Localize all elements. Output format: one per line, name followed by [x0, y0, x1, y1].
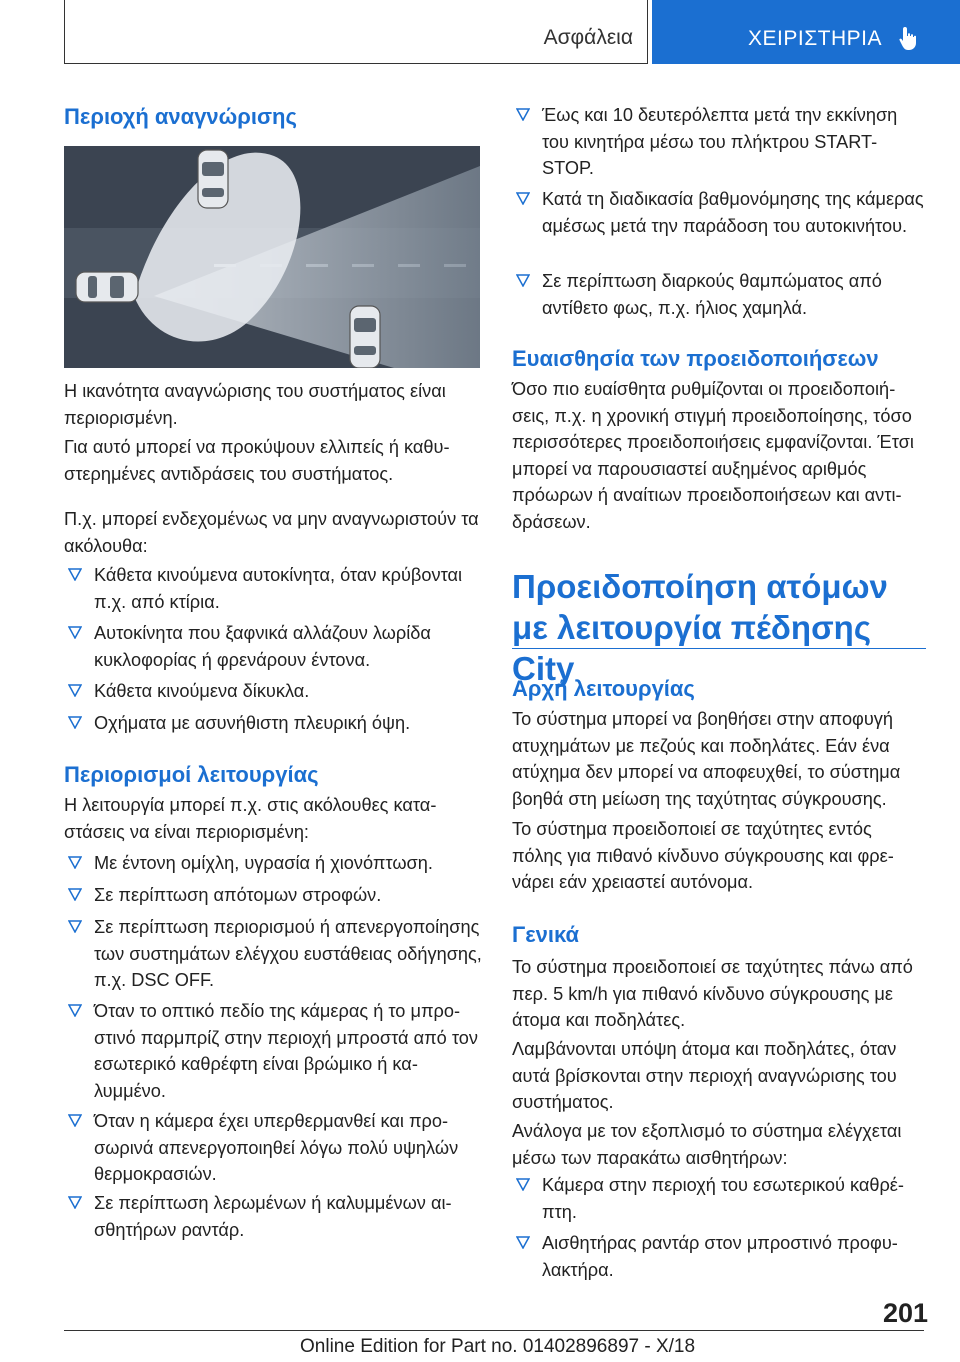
paragraph: Για αυτό μπορεί να προκύψουν ελλιπείς ή καθυστερημένες αντιδράσεις του συστήματος.	[64, 437, 450, 484]
paragraph: Η λειτουργία μπορεί π.χ. στις ακόλουθες καταστάσεις να είναι περιορισμένη:	[64, 795, 437, 842]
triangle-bullet-icon	[68, 1114, 82, 1127]
list-item: Σε περίπτωση λερωμένων ή καλυμμένων αισθητήρων ραντάρ.	[64, 1190, 482, 1243]
triangle-bullet-icon	[68, 568, 82, 581]
heading-underline	[512, 648, 926, 649]
triangle-bullet-icon	[68, 920, 82, 933]
list-item: Σε περίπτωση απότομων στροφών.	[64, 882, 482, 909]
header-section-title: Ασφάλεια	[543, 26, 633, 49]
footer-divider	[64, 1330, 924, 1331]
paragraph: Το σύστημα μπορεί να βοηθήσει στην αποφυγή ατυχημάτων με πεζούς και ποδηλάτες. Εάν ένα ατύχημα δεν μπορεί να αποφευχθεί, το σύστημα βοηθά στη μείωση της ταχύτητας σύγκρουσης.	[512, 709, 901, 809]
triangle-bullet-icon	[68, 684, 82, 697]
car-right	[350, 306, 380, 368]
paragraph: Η ικανότητα αναγνώρισης του συστήματος είναι περιορισμένη.	[64, 381, 446, 428]
triangle-bullet-icon	[516, 1178, 530, 1191]
header-section-box	[64, 0, 648, 64]
triangle-bullet-icon	[68, 716, 82, 729]
list-item: Σε περίπτωση διαρκούς θαμπώματος από αντίθετο φως, π.χ. ήλιος χαμηλά.	[512, 268, 926, 321]
list-item: Κάθετα κινούμενα δίκυκλα.	[64, 678, 482, 705]
detection-area-illustration	[64, 146, 480, 368]
heading-operating-principle: Αρχή λειτουργίας	[512, 676, 695, 701]
triangle-bullet-icon	[68, 1004, 82, 1017]
detection-diagram	[64, 146, 480, 368]
list-item: Κατά τη διαδικασία βαθμονόμησης της κάμερας αμέσως μετά την παράδοση του αυτοκινήτου.	[512, 186, 926, 239]
heading-general: Γενικά	[512, 922, 580, 947]
triangle-bullet-icon	[516, 108, 530, 121]
triangle-bullet-icon	[68, 626, 82, 639]
list-item: Κάθετα κινούμενα αυτοκίνητα, όταν κρύβονται π.χ. από κτίρια.	[64, 562, 482, 615]
paragraph: Π.χ. μπορεί ενδεχομένως να μην αναγνωριστούν τα ακόλουθα:	[64, 509, 479, 556]
triangle-bullet-icon	[516, 192, 530, 205]
list-item: Όταν το οπτικό πεδίο της κάμερας ή το μπροστινό παρμπρίζ στην περιοχή μπροστά από τον εσωτερικό καθρέφτη είναι βρώμικο ή καλυμμένο.	[64, 998, 482, 1104]
triangle-bullet-icon	[68, 856, 82, 869]
heading-person-warning-city-braking: Προειδοποίηση ατόμων με λειτουργία πέδησης City	[512, 568, 888, 687]
list-item: Οχήματα με ασυνήθιστη πλευρική όψη.	[64, 710, 482, 737]
footer-edition: Online Edition for Part no. 01402896897 - X/18	[300, 1336, 696, 1357]
triangle-bullet-icon	[516, 274, 530, 287]
header-chapter-tab[interactable]	[652, 0, 960, 64]
car-top	[198, 150, 228, 208]
list-item: Αισθητήρας ραντάρ στον μπροστινό προφυλακτήρα.	[512, 1230, 926, 1283]
heading-warning-sensitivity: Ευαισθησία των προειδοποιήσεων	[512, 346, 879, 371]
heading-detection-area: Περιοχή αναγνώρισης	[64, 104, 297, 129]
list-item: Αυτοκίνητα που ξαφνικά αλλάζουν λωρίδα κυκλοφορίας ή φρενάρουν έντονα.	[64, 620, 482, 673]
triangle-bullet-icon	[68, 1196, 82, 1209]
triangle-bullet-icon	[68, 888, 82, 901]
list-item: Με έντονη ομίχλη, υγρασία ή χιονόπτωση.	[64, 850, 482, 877]
list-item: Κάμερα στην περιοχή του εσωτερικού καθρέπτη.	[512, 1172, 926, 1225]
list-item: Έως και 10 δευτερόλεπτα μετά την εκκίνηση του κινητήρα μέσω του πλήκτρου START-STOP.	[512, 102, 926, 182]
list-item: Όταν η κάμερα έχει υπερθερμανθεί και προσωρινά απενεργοποιηθεί λόγω πολύ υψηλών θερμοκρασιών.	[64, 1108, 482, 1188]
paragraph: Λαμβάνονται υπόψη άτομα και ποδηλάτες, όταν αυτά βρίσκονται στην περιοχή αναγνώρισης του συστήματος.	[512, 1039, 897, 1112]
page-number: 201	[882, 1298, 928, 1328]
paragraph: Το σύστημα προειδοποιεί σε ταχύτητες εντός πόλης για πιθανό κίνδυνο σύγκρουσης και φρενάρει εάν χρειαστεί αυτόνομα.	[512, 819, 894, 892]
heading-function-limits: Περιορισμοί λειτουργίας	[64, 762, 319, 787]
paragraph: Ανάλογα με τον εξοπλισμό το σύστημα ελέγχεται μέσω των παρακάτω αισθητήρων:	[512, 1121, 902, 1168]
paragraph: Όσο πιο ευαίσθητα ρυθμίζονται οι προειδοποιήσεις, π.χ. η χρονική στιγμή προειδοποίησης, τόσο περισσότερες προειδοποιήσεις εμφανίζονται. Έτσι μπορεί να παρουσιαστεί αυξημένος αριθμός πρόωρων ή αναίτιων προειδοποιήσεων και αντιδράσεων.	[512, 379, 914, 532]
paragraph: Το σύστημα προειδοποιεί σε ταχύτητες πάνω από περ. 5 km/h για πιθανό κίνδυνο σύγκρουσης με άτομα και ποδηλάτες.	[512, 957, 913, 1030]
header-chapter-title: ΧΕΙΡΙΣΤΗΡΙΑ	[748, 27, 883, 50]
hand-pointer-icon	[896, 24, 924, 52]
car-left	[76, 272, 138, 302]
triangle-bullet-icon	[516, 1236, 530, 1249]
list-item: Σε περίπτωση περιορισμού ή απενεργοποίησης των συστημάτων ελέγχου ευστάθειας οδήγησης, π.χ. DSC OFF.	[64, 914, 482, 994]
